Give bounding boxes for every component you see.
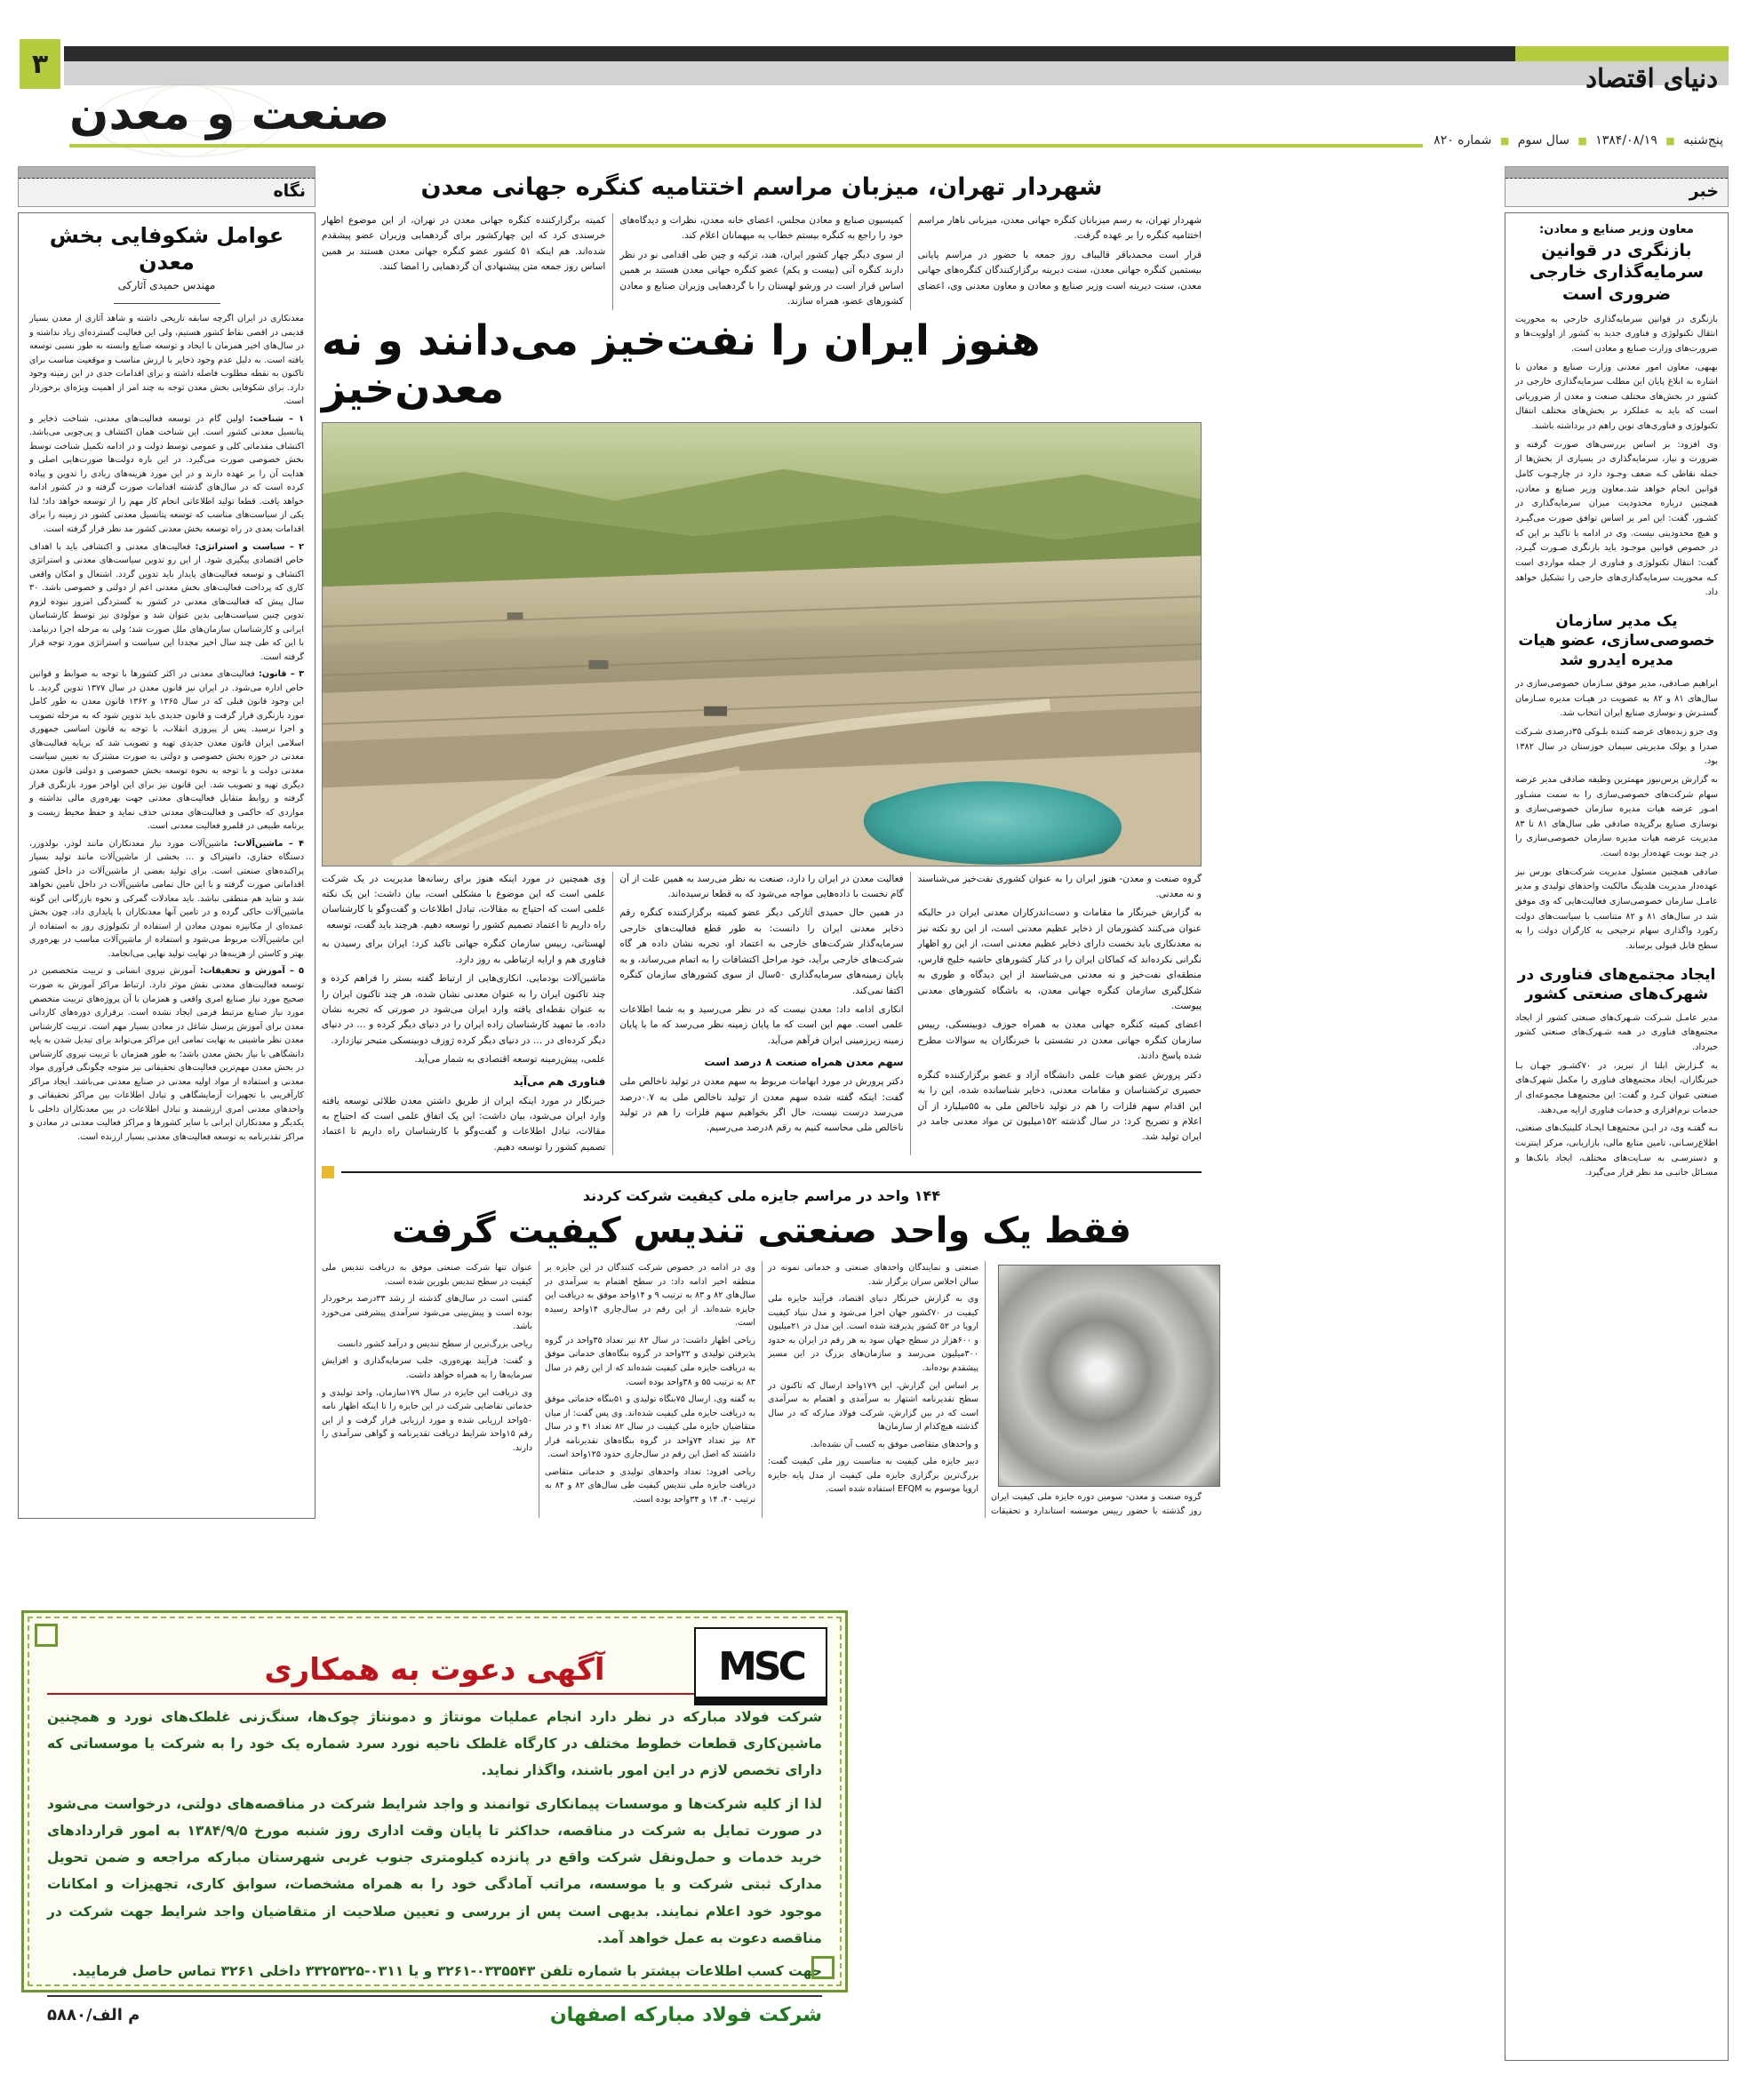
ad-paragraph: جهت کسب اطلاعات بیشتر با شماره تلفن ۰۳۳۵۵۴۳-۳۲۶۱ و یا ۰۳۱۱-۳۳۲۵۳۲۵ داخلی ۳۲۶۱ تماس حاصل فرمایید. xyxy=(72,1962,822,1979)
right-sidebar-body xyxy=(1505,212,1729,2061)
paragraph: وی دریافت این جایزه در سال ۱۷۹سازمان، واحد تولیدی و خدماتی تقاضایی شرکت در این جایزه را تا اینکه اظهار نامه ۵۰واحد ارزیابی شده و مورد ارزیابی قرار گرفت و از این رقم ۱۵واحد شرایط دریافت تقدیرنامه و گواهی سرآمدی را دارند. xyxy=(322,1387,532,1453)
paragraph: مدیر عامـل شـرکت شـهرک‌های صنعتی کشور از ایجاد مجتمع‌های فناوری در همه شـهرک‌های صنعتی کشور خبرداد. xyxy=(1515,1012,1718,1053)
secondary-story-body xyxy=(322,1261,1202,1518)
page-section-title: صنعت و معدن xyxy=(69,87,390,140)
paragraph: شهردار تهران، به رسم میزبانان کنگره جهانی معدن، میزبانی ناهار مراسم اختتامیه کنگره را بر عهده گرفت. xyxy=(917,215,1202,242)
masthead-dark-bar xyxy=(64,46,1519,61)
secondary-story-headline: فقط یک واحد صنعتی تندیس کیفیت گرفت xyxy=(392,1210,1131,1252)
news-item-body xyxy=(1515,677,1718,954)
main-headline: هنوز ایران را نفت‌خیز می‌دانند و نه معدن‌خیز xyxy=(322,315,1041,413)
secondary-story-kicker: ۱۴۴ واحد در مراسم جایزه ملی کیفیت شرکت کردند xyxy=(582,1187,941,1205)
left-sidebar-body xyxy=(18,212,315,1519)
dateline-sep-3: ■ xyxy=(1499,135,1510,147)
mobarakeh-steel-logo xyxy=(694,1627,827,1705)
paragraph: بازنگری در قوانین سرمایه‌گذاری خارجی به محوریت انتقال تکنولوژی و فناوری جدید به کشور از اولویت‌ها و ضرورت‌های وزارت صنایع و معادن است. xyxy=(1515,314,1718,354)
advertisement-inner xyxy=(28,1617,842,2027)
ad-logo-mark: MSC xyxy=(718,1643,803,1689)
paragraph: علمی، پیش‌زمینه توسعه اقتصادی به شمار می‌آید. xyxy=(414,1054,606,1066)
dateline-year: سال سوم xyxy=(1517,133,1569,148)
paragraph: ابراهیم صـادقی، مدیر موفق سـازمان خصوصی‌سازی در سال‌های ۸۱ و ۸۲ به عضویت در هیـات مدیره سـازمان گستـرش و نوسازی صنایع ایران انتخاب شد. xyxy=(1515,679,1718,719)
paragraph: به گزارش خبرنگار ما مقامات و دست‌اندرکاران معدنی ایران در حالیکه عنوان می‌کنند کشورمان از ذخایر عظیم معدنی است، از این رو نکته نیز به معدنکاری باید نخست دارای ذخایر عظیم معدنی است، از این رو اظهار نگرانی نکرده‌اند که کماکان ایران را در کنار کشورهای حاشیه خلیج فارس، منطقه‌ای نفت‌خیز و نه معدنی می‌شناسند از این دیدگاه و طوری به شکل‌گیری سازمان کنگره جهانی معدن، به باشگاه کشورهای معدنی پیوست. xyxy=(917,907,1202,1011)
ad-corner-ornament-top xyxy=(35,1624,58,1647)
ad-logo-strip xyxy=(696,1697,826,1704)
news-item-headline[interactable]: ایجاد مجتمع‌های فناوری در شهرک‌های صنعتی کشور xyxy=(1517,965,1716,1003)
paragraph: ماشین‌آلات بودمایی. انکاری‌هایی از ارتباط گفته بستر را فراهم کرده و چند تاکنون ایران را به عنوان معدنی نشان شده، هر چند تاکنون ایران را به عنوان نقطه‌ای یافته وارد ایران می‌شود در صورتی که تجربه نشان داده، ما تمهید کارشناسان زاده ایران را در دنیای دیگر کرده و … در دنیای دیگر کرده‌ای در … در دنیای دیگر کرده ژوزف دوبینسکی متبحر نیازدارد. xyxy=(322,973,606,1046)
paragraph: وی جزو زبده‌های عرضه کننده بلـوکی ۳۵درصدی شـرکت صدرا و یولک مدیریتی سیمان خوزستان در سال ۱۳۸۲ بود. xyxy=(1515,726,1718,767)
news-item-headline[interactable]: بازنگری در قوانین سرمایه‌گذاری خارجی ضروری است xyxy=(1529,240,1705,304)
subheading: فناوری هم می‌آید xyxy=(513,1074,606,1088)
paragraph: انکاری ادامه داد: معدن نیست که در نظر می‌رسید و به شما اطلاعات علمی است. مهم این است که ما پایان زمینه نظر می‌رسد که ما با پایان زمینه زیرزمینی ایران فرآهم می‌آید. xyxy=(619,1004,904,1046)
paragraph: و واحدهای متقاضی موفق به کسب آن نشده‌اند. xyxy=(810,1439,978,1449)
paragraph: خبرنگار در مورد اینکه ایران از طریق داشتن معدن طلائی توسعه یافته وارد ایران می‌شود، بیان داشت: این یک اتفاق علمی است که احتیاج به مقالات، تبادل اطلاعات و گفت‌وگو با کارشناسان راه داریم تا اعتماد تصمیم کشور را توسعه دهیم. xyxy=(322,1095,606,1153)
dateline-weekday: پنج‌شنبه xyxy=(1683,133,1723,148)
paragraph: ۳ – قانون: فعالیت‌های معدنی در اکثر کشورها با توجه به ضوابط و قوانین خاص اداره می‌شود. در ایران نیز قانون معدن در سال ۱۳۷۷ تدوین گردید. با این وجود قانون قبلی که در سال ۱۳۶۵ و ۱۳۶۲ قانون معدن به طور کامل مورد بازنگری قرار گرفت و قانون جدیدی باید تدوین شود که به مرحله تصویب و اجرا نرسید. پس از پیروزی انقلاب، با توجه به قانون اساسی جمهوری اسلامی ایران قانون معدن جدیدی تهیه و تصویب شد که برپایه فعالیت‌های معدنی در حوزه بخش خصوصی و دولتی به صورت مشترک به تعیین سیاست معدنی دولت و با توجه به نحوه توسعه بخش خصوصی و دولتی قانون معدن دیگری تهیه و تصویب شد. این قانون نیز برای این اواخر مورد بازنگری قرار گرفته و روابط متقابل فعالیت‌های معدنی جهت بهره‌وری مالی نداشته و مواردی که حاکمی و فعالیت‌های معدنی حذف نماید و حفظ محیط زیست و برنامه طبیعی در قلمرو فعالیت معدنی است. xyxy=(29,669,304,832)
subheading: سهم معدن همراه صنعت ۸ درصد است xyxy=(704,1056,904,1069)
ad-footer-rule xyxy=(47,1995,822,1997)
paragraph: گفتنی است در سال‌های گذشته از رشد ۳۳درصد برخوردار بوده است و پیش‌بینی می‌شود سرآمدی پیشرفتی می‌خورد باشد. xyxy=(322,1294,532,1332)
paragraph: گروه صنعت و معدن- سومین دوره جایزه ملی کیفیت ایران روز گذشته با حضور رییس موسسه استاندارد و تحقیقات صنعتی و نمایندگان واحدهای صنعتی و خدماتی نمونه در سالن اجلاس سران برگزار شد. xyxy=(768,1263,1202,1516)
paragraph: وی همچنین در مورد اینکه هنوز برای رسانه‌ها مدیریت در یک شرکت علمی است که این موضوع با مشکلی است، بیان داشت: این یک نکته علمی است که احتیاج به مقالات، تبادل اطلاعات و گفت‌وگو با کارشناسان راه داریم تا اعتماد تصمیم کشور را توسعه دهیم. هرچند باید گفت، توسعه xyxy=(322,873,606,930)
page-number-badge xyxy=(20,39,60,89)
paragraph: ریاحی بزرگ‌ترین از سطح تندیس و درآمد کشور دانست xyxy=(337,1338,532,1349)
paragraph: کمیته برگزارکننده کنگره جهانی معدن در تهران، از این موضوع اظهار خرسندی کرد که این چهارکشور برای گردهمایی وزیران عضو پیشقدم شده‌اند. هم اینکه ۵۱ کشور عضو کنگره جهانی معدن هستند بر همین اساس روز جمعه متن پیشنهادی آن گردهمایی را امضا کنند. xyxy=(322,215,606,273)
left-sidebar xyxy=(18,166,315,1519)
left-sidebar-header xyxy=(18,166,315,207)
right-sidebar-header xyxy=(1505,166,1729,207)
secondary-story-rule-marker xyxy=(322,1166,334,1178)
ad-corner-ornament-bottom xyxy=(811,1956,835,1979)
ad-body xyxy=(47,1704,822,1984)
left-sidebar-label: نگاه xyxy=(273,181,306,201)
paragraph: عنوان تنها شرکت صنعتی موفق به دریافت تندیس ملی کیفیت در سطح تندیس بلورین شده است. xyxy=(322,1263,532,1287)
paragraph: صادقی همچنین مسئول مدیریت شرکت‌های بورس نیز عهده‌دار مدیریت هلدینگ مالکیت واحدهای تولیدی و مدیر عامـل سازمان خصوصی‌سازی فعالیت‌هایی که وی موفق شد در سال‌های ۸۱ و ۸۲ متناسب با سیاست‌های دولت رکورد واگذاری سهام ترجیحی به کارگران دولت را به سطح قابل قبولی برساند. xyxy=(1515,866,1718,951)
paragraph: دکتر پرورش عضو هیات علمی دانشگاه آزاد و عضو برگزارکننده کنگره حصیری ترکشناسان و مقامات معدنی، ذخایر شناسانده شده، این را به این اقدام سهم فلزات را هم در تولید ناخالص ملی به ۵۵میلیارد از آن اعلام و تصریح کرد: در سال گذشته ۱۵۲میلیون تن مواد معدنی جامد در ایران تولید شد. xyxy=(917,1069,1202,1143)
dateline xyxy=(69,132,1729,156)
paragraph: فعالیت معدن در ایران را دارد، صنعت به نظر می‌رسد به همین علت از آن گام نخست با داده‌هایی مواجه می‌شود که به قطعا نرسیده‌اند. xyxy=(619,873,904,900)
paragraph: معدنکاری در ایران اگرچه سابقه تاریخی داشته و شاهد آثاری از معدن بسیار قدیمی در اقصی نقاط کشور هستیم، ولی این فعالیت گسترده‌ای زیاد نداشته و در سال‌های اخیر همزمان با ایجاد و توسعه صنایع وابسته به طور نسبی توسعه یافته است. به دلیل عدم وجود ذخایر با ارزش مناسب و موقعیت مناسب برای تاکنون به نقطه مطلوب فاصله داشته و برای اقدامات جدی در این زمینه وجود دارد. برای شکوفایی بخش معدن توجه به چند امر از اهمیت ویژه‌ای برخوردار است. xyxy=(29,314,304,407)
paragraph: وی افزود: بر اساس بررسی‌های صورت گرفته و ضرورت و نیاز، سرمایه‌گذاری در بسیاری از بخش‌ها از جمله نقاطی کـه ضعف وجـود دارد در چارچـوب کامل قوانین انجام خواهد شد.معاون وزیر صنایع و معادن، همچنین درباره محدودیت میزان سرمایه‌گذاری در کشـور، گفت: این امر بر اساس توافق صورت می‌گیـرد و هیچ محدودیتی نیست. وی در ادامه با تاکید بر این که در خصوص قوانین موجـود باید بازنگری صـورت گیـرد، گفت: انتقال تکنولوژی و فناوری از جمله مواردی است کـه محوریت سرمایه‌گذاری‌های خارجی را تشکیل خواهد داد. xyxy=(1515,439,1718,598)
news-item-body xyxy=(1515,1011,1718,1181)
main-article-body xyxy=(322,872,1202,1156)
ad-paragraph: شرکت فولاد مبارکه در نظر دارد انجام عملیات مونتاژ و دمونتاژ چوک‌ها، سنگ‌زنی غلطک‌های نورد و همچنین ماشین‌کاری قطعات خطوط مختلف در کارگاه غلطک ناحیه نورد سرد شماره یک خود را به شرکت یا موسساتی که دارای تخصص لازم در این امور باشند، واگذار نماید. xyxy=(47,1709,822,1779)
dateline-issue: شماره ۸۲۰ xyxy=(1434,133,1492,148)
mine-photo-illustration xyxy=(323,423,1201,866)
paragraph: از سوی دیگر چهار کشور ایران، هند، ترکیه و چین طی اقدامی نو در نظر دارند کنگره آتی (بیست و یکم) عضو کنگره جهانی معدن هستند بر همین اساس قرار است در ورشو لهستان را با گردهمایی وزیران صنایع و معادن کشورهای عضو، همراه سازند. xyxy=(619,249,904,307)
paragraph: ۴ – ماشین‌آلات: ماشین‌آلات مورد نیاز معدنکاران مانند لودر، بولدوزر، دستگاه حفاری، دامپتراک و … بخشی از ماشین‌آلات مانند تولید بسیار پراکنده‌های صنعتی است. برای تولید بعضی از ماشین‌آلات در داخل کشور اقداماتی صورت گرفته و با این حال تمامی ماشین‌آلات در داخل تامین نخواهد شد و شاید هم منطقی نباشد. باید معادلات گمرکی و نحوه بازرگانی این گونه ماشین‌آلات حاکی گرده و در تامین آنها معدنکاران با پایداری داد، چون بخش عمده‌ای از مکانیزه نمودن معادن از استفاده از تکنولوژی روز به استفاده از این ماشین‌آلات مربوط می‌شود و استفاده از ماشین‌آلات مناسب در بهره‌وری بهتر و کاستن از هزینه‌ها در نهایت تولید نهایی می‌انجامد. xyxy=(29,838,304,959)
paragraph: وی به گزارش خبرنگار دنیای اقتصاد، فرآیند جایزه ملی کیفیت در ۷۰کشور جهان اجرا می‌شود و مدل بنیاد کیفیت اروپا در ۵۲ کشور پذیرفته شده است. این مدل در ۲۱میلیون و ۶۰۰هزار در سطح جهان سود به هر رقم در ایران به حدود ۳۰۰میلیون می‌رسد و سازمان‌های بزرگ در این مسیر پیشقدم بوده‌اند. xyxy=(768,1294,979,1373)
secondary-story-rule-line xyxy=(341,1171,1202,1173)
paragraph: ریاحی افزود: تعداد واحدهای تولیدی و خدماتی متقاضی دریافت جایزه ملی تندیس کیفیت طی سال‌های ۸۲ و ۸۴ به ترتیب ۴۰، ۱۴ و ۳۴واحد بوده است. xyxy=(545,1466,755,1505)
right-sidebar-header-bar xyxy=(1505,167,1728,179)
paper-logo: دنیای اقتصاد xyxy=(1585,63,1718,93)
masthead-green-bar xyxy=(1515,46,1729,61)
paragraph: ۵ – آموزش و تحقیقات: آموزش نیروی انسانی و تربیت متخصصین در توسعه فعالیت‌های معدنی نقش موثر دارد. ارتباط مراکز آموزش به صورت صحیح مورد نیاز صنایع امری واقعی و همزمان با آن پروژه‌های تربیت متخصص مورد نیاز صنایع مرتبط فرمی ایجاد نشده است. برقراری دوره‌های کاردانی معدن برای آموزش پرسنل شاغل در معادن بسیار مهم است. تربیت کارشناس معدن نظر ماشینی به نهایت تمامی این مراکز می‌تواند برای تبدیل شدن به پایه دانشگاهی با نیاز بخش معدن باشد؛ به طور همزمان با تربیت نیروی کارشناس در بخش معدن مهم‌ترین فعالیت‌های تحقیقاتی نیز متوجه چگونگی فرآوری مواد معدنی و استفاده از مواد اولیه معدنی در صنایع معدنی می‌باشد. ایجاد مراکز کارآفرینی با تجهیزات آزمایشگاهی و تبادل اطلاعات بین مراکز تحقیقاتی و واحدهای معدنی امری ارزشمند و تبادل اطلاعات در بین معدنکاران داخلی با یکدیگر و معدنکاران ایرانی با سایر کشورها و مراکز فعالیت معدنی در معادن و مراکز تقدیرنامه به توسعه فعالیت‌های معدنی بسیار ارزنده است. xyxy=(29,966,304,1142)
secondary-story xyxy=(322,1166,1202,1518)
main-article-photo xyxy=(322,422,1202,866)
nagah-article-body xyxy=(29,312,304,1144)
ad-footer xyxy=(47,2004,822,2026)
paragraph: دکتر پرورش در مورد ابهامات مربوط به سهم معدن در تولید ناخالص ملی گفت: اینکه گفته شده سهم معدن از تولید ناخالص ملی به ۰.۷درصد می‌رسد درست نیست، حال اگر بخواهیم سهم فلزات را هم در تولید ناخالص ملی محاسبه کنیم به رقم ۸درصد می‌رسیم. xyxy=(619,1076,904,1134)
paragraph: وی در ادامه در خصوص شرکت کنندگان در این جایزه بر منطقه اخیر ادامه داد: در سطح اهتمام به سرآمدی در سال‌های ۸۲ و ۸۳ به ترتیب ۹ و ۱۴واحد موفق به دریافت این جایزه شده‌اند. از این رقم در سال‌جاری ۱۴واحد رسیده است. xyxy=(545,1263,756,1329)
paragraph: لهستانی، رییس سازمان کنگره جهانی تاکید کرد: ایران برای رسیدن به فناوری هم و ارایه ارتباطی به روز دارد. xyxy=(322,938,606,965)
masthead-gray-bar xyxy=(64,61,1729,85)
paragraph: در همین حال حمیدی آثارکی دیگر عضو کمیته برگزارکننده کنگره رقم ذخایر معدنی ایران را دانست: به طور قطع فعالیت‌های خارجی سرمایه‌گذار شرکت‌های خارجی به اعتماد او، تجربه نشان داده هر گاه شرکت‌های خارجی برآید، خود مراحل اکتشافات را به اتمام می‌رساند، و به پایان زمینه‌های سرمایه‌گذاری ۵۰سال از سوی کشورهای سازمان کنگره اکتفا نمی‌کند. xyxy=(619,907,904,996)
nagah-author-rule xyxy=(114,303,220,304)
lead-story-kicker: شهردار تهران، میزبان مراسم اختتامیه کنگره جهانی معدن xyxy=(420,173,1103,201)
main-content-column xyxy=(322,166,1202,1518)
paragraph: و گفت: فرآیند بهره‌وری، جلب سرمایه‌گذاری و افزایش سرمایه‌ها را به همراه خواهد داشت. xyxy=(322,1356,532,1380)
page-number: ۳ xyxy=(31,48,49,80)
paragraph: به گفته وی، ارسال ۷۵بنگاه تولیدی و ۵۱بنگاه خدماتی موفق به دریافت جایزه ملی کیفیت شده‌اند. وی پس گفت: از میان متقاضیان جایزه ملی کیفیت در سال ۸۲ تعداد ۴۱ و در سال ۸۳ نیز تعداد ۷۴واحد در گروه بنگاه‌های تقدیرنامه قرار داشتند که اصل این رقم در سال‌جاری حدود ۱۲۵واحد است. xyxy=(545,1394,755,1460)
advertisement xyxy=(21,1610,848,2027)
paragraph: بر اساس این گزارش، این ۱۷۹واحد ارسال که تاکنون در سطح تقدیرنامه اشتهار به سرآمدی و اهتمام به سرآمدی است که در بین گزارش، شرکت فولاد مبارکه که در سال گذشته هیچ‌کدام از سازمان‌ها xyxy=(768,1380,978,1433)
paragraph: به گـزارش ایلنا از تبریز، در ۷۰کشـور جهـان بـا خبرنگاران، ایجاد مجتمع‌های فناوری را مکمل شهرک‌های صنعتی عنوان کـرد و گفت: این مجتمع‌هـا مجموعه‌ای از خدمات نرم‌افزاری و خدمات فناوری ارایه می‌دهند. xyxy=(1515,1060,1719,1115)
secondary-story-rule xyxy=(322,1166,1202,1178)
lead-story-body xyxy=(322,213,1202,310)
ad-company-name: شرکت فولاد مبارکه اصفهان xyxy=(549,2004,822,2027)
paragraph: ۱ – شناخت: اولین گام در توسعه فعالیت‌های معدنی، شناخت ذخایر و پتانسیل معدنی کشور است. این شناخت همان اکتشاف و پی‌جویی می‌باشد. اکتشاف مقدماتی کلی و عمومی توسط دولت و در ادامه تکمیل شناخت توسط بخش خصوصی صورت می‌گیرد. در این باره دولت‌ها صورت‌هایی اصلی و هدایت آن را بر عهده دارند و در این مورد هزینه‌های زیادی را تدوین و پیاده کرده است که در سال‌های گذشته اقدامات صورت گرفته و در کشور ادامه خواهد یافت. قطعا تولید اطلاعاتی انجام کار مهم را از توسعه خواهد داد؛ لذا یکی از سیاست‌های مناسب که توسعه پتانسیل معدنی کشور در زمینه را برای اقدامات بعدی در راه توسعه بخش معدنی کشور مد نظر قرار گرفته است. xyxy=(29,413,304,534)
main-headline-band xyxy=(322,317,1202,413)
news-item-kicker: معاون وزیر صنایع و معادن: xyxy=(1539,223,1694,236)
paragraph: ریاحی اظهار داشت: در سال ۸۲ نیز تعداد ۳۵واحد در گروه پذیرفتن تولیدی و ۲۲واحد در گروه بنگاه‌های خدماتی موفق به دریافت جایزه ملی کیفیت شده‌اند که از این رقم در سال ۸۳ به ترتیب ۵۵ و ۳۸واحد بوده است. xyxy=(545,1335,755,1387)
news-item-headline[interactable]: یک مدیر سازمان خصوصی‌سازی، عضو هیات مدیره ایدرو شد xyxy=(1518,611,1715,669)
paragraph: بهبهی، معاون امور معدنی وزارت صنایع و معادن با اشاره به ابلاغ پایان این مطلب سرمایه‌گذاری خارجی در کشور در بخش‌های مختلف صنعت و معدن از ضروریاتی است که باید به عملکرد بر بخش‌های مختلف انتقال تکنولوژی و فناوری‌های نوین راهم در برداشته باشند. xyxy=(1515,362,1718,432)
paragraph: گروه صنعت و معدن- هنوز ایران را به عنوان کشوری نفت‌خیز می‌شناسند و نه معدنی. xyxy=(917,873,1202,900)
paragraph: دبیر جایزه ملی کیفیت به مناسبت روز ملی کیفیت گفت: بزرگ‌ترین برگزاری جایزه ملی کیفیت از مدل پایه جایزه اروپا موسوم به EFQM استفاده شده است. xyxy=(768,1457,978,1495)
left-sidebar-header-bar xyxy=(19,167,315,179)
dateline-date: ۱۳۸۴/۰۸/۱۹ xyxy=(1595,133,1657,148)
news-item-body xyxy=(1515,313,1718,601)
ad-paragraph: لذا از کلیه شرکت‌ها و موسسات پیمانکاری توانمند و واجد شرایط شرکت در مناقصه‌های دولتی، درخواست می‌شود در صورت تمایل به شرکت در مناقصه، حداکثر تا پایان وقت اداری روز شنبه مورخ ۱۳۸۴/۹/۵ به امور قراردادهای خرید خدمات و حمل‌ونقل شرکت واقع در پانزده کیلومتری جنوب غربی شهرستان مبارکه مراجعه و ضمن تحویل مدارک ثبتی شرکت و یا موسسه، مراتب آمادگی خود را به همراه مشخصات، سوابق کاری، تجهیزات و امکانات موجود خود اعلام نمایند. بدیهی است پس از بررسی و تعیین صلاحیت از متقاضیان واجد شرایط جهت شرکت در مناقصه دعوت به عمل خواهد آمد. xyxy=(47,1795,823,1946)
ad-reference-code: م الف/۵۸۸۰ xyxy=(47,2006,140,2025)
masthead xyxy=(0,46,1741,93)
paragraph: ۲ – سیاست و استراتژی: فعالیت‌های معدنی و اکتشافی باید با اهداف خاص اقتصادی پیگیری شود. از این رو تدوین سیاست‌های معدنی و استراتژی اکتشاف و توسعه فعالیت‌های پایدار باید تدوین گردد. اشتغال و امکان واقعی کاری که پرداخت فعالیت‌های بخش معدنی اعم از دولتی و خصوصی باشد. ۳۰ سال پیش که فعالیت‌های معدنی در کشور به گستردگی امروز نبوده لزوم تدوین چنین سیاست‌هایی بدین عنوان شد و مولودی نیز توسط کارشناسان ایرانی و کارشناسان سازمان‌های ملل صورت شد؛ ولی به مرحله اجرا درنیامد. با این که طی چند سال اخیر مجددا این سیاست و استراتژی مورد توجه قرار گرفته است. xyxy=(29,541,304,662)
steel-coil-photo xyxy=(998,1265,1220,1487)
nagah-article-title: عوامل شکوفایی بخش معدن xyxy=(49,223,284,275)
nagah-article-author: مهندس حمیدی آثارکی xyxy=(117,279,216,291)
dateline-text xyxy=(1423,133,1729,148)
paragraph: اعضای کمیته کنگره جهانی معدن به همراه جوزف دوبینسکی، رییس سازمان کنگره جهانی معدن در نشستی با خبرنگاران به سوالات مطرح شده پاسخ دادند. xyxy=(917,1019,1202,1062)
right-sidebar-label: خبر xyxy=(1689,181,1719,201)
paragraph: قرار است محمدباقر قالیباف روز جمعه با حضور در مراسم پایانی بیستمین کنگره جهانی معدن، سنت دیرینه برگزارکنندگان کنگره‌های جهانی معدن، سنت دیرینه است وزیر صنایع و معادن و معاون معدنی وی، اعضای کمیسیون صنایع و معادن مجلس، اعضای خانه معدن، نظرات و دیدگاه‌های خود را راجع به کنگره بیستم خطاب به میهمانان اعلام کند. xyxy=(619,215,1202,291)
paragraph: به گزارش پرس‌نیوز مهمترین وظیفه صادقی مدیر عرضه سهام شرکت‌های خصوصی‌سازی را به سمت مشـاور امـور عرضه هیات مدیره سازمان خصوصی‌سازی و نوسازی صنایع برگزیده صادقی طی سال‌های ۸۱ تا ۸۳ مدیریت عرضه هیات مدیره سازمان خصوصی‌سازی را در چند نوبت عهده‌دار بوده است. xyxy=(1515,774,1718,859)
paragraph: بـه گفتـه وی، در ایـن مجتمع‌هـا ایجـاد کلینیک‌های صنعتی، اطلاع‌رسـانی، تامین منابع مالی، بازاریابی، مرکز اینترنت و دسترسـی به سـایت‌های مختلف، ایجاد بانک‌ها و مسـائل جانبـی مد نظر قرار می‌گیرد. xyxy=(1515,1123,1718,1178)
dateline-sep-2: ■ xyxy=(1577,135,1587,147)
ad-title: آگهی دعوت به همکاری xyxy=(264,1652,605,1688)
right-sidebar xyxy=(1505,166,1729,2061)
dateline-sep-1: ■ xyxy=(1665,135,1675,147)
